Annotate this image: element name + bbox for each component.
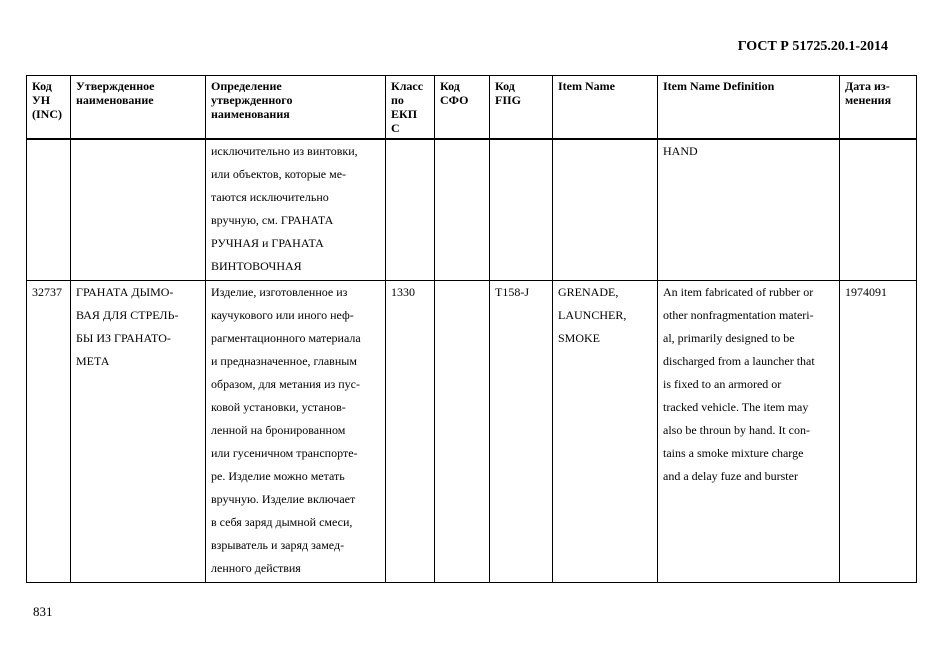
col-item-definition-header bbox=[658, 76, 840, 140]
cell-line: An item fabricated of rubber or bbox=[663, 285, 814, 299]
col-sfo-header bbox=[435, 76, 490, 140]
col-class-header bbox=[386, 76, 435, 140]
inc-cell bbox=[27, 139, 71, 281]
cell-line: SMOKE bbox=[558, 331, 601, 345]
fiig-cell: T158-J bbox=[490, 281, 553, 583]
header-line: Item Name Definition bbox=[663, 79, 775, 93]
header-line: (INC) bbox=[32, 107, 62, 121]
header-line: Код bbox=[32, 79, 52, 93]
col-fiig-header bbox=[490, 76, 553, 140]
sfo-cell bbox=[435, 281, 490, 583]
header-line: Утвержденное bbox=[76, 79, 155, 93]
cell-line: discharged from a launcher that bbox=[663, 354, 815, 368]
cell-line: ВАЯ ДЛЯ СТРЕЛЬ- bbox=[76, 308, 179, 322]
sfo-cell bbox=[435, 139, 490, 281]
approved-name-cell bbox=[71, 281, 206, 583]
col-approved-name-header bbox=[71, 76, 206, 140]
cell-line: and a delay fuze and burster bbox=[663, 469, 798, 483]
catalog-table bbox=[26, 75, 917, 583]
header-line: Item Name bbox=[558, 79, 615, 93]
header-line: УН bbox=[32, 93, 51, 107]
cell-line: LAUNCHER, bbox=[558, 308, 627, 322]
date-cell: 1974091 bbox=[840, 281, 917, 583]
cell-line: каучукового или иного неф- bbox=[211, 308, 354, 322]
cell-line: tracked vehicle. The item may bbox=[663, 400, 809, 414]
cell-line: HAND bbox=[663, 144, 698, 158]
cell-line: is fixed to an armored or bbox=[663, 377, 782, 391]
col-definition-header bbox=[206, 76, 386, 140]
cell-line: ковой установки, установ- bbox=[211, 400, 346, 414]
cell-line: ре. Изделие можно метать bbox=[211, 469, 345, 483]
header-line: Дата из- bbox=[845, 79, 890, 93]
inc-cell: 32737 bbox=[27, 281, 71, 583]
cell-line: в себя заряд дымной смеси, bbox=[211, 515, 353, 529]
header-line: менения bbox=[845, 93, 892, 107]
table-header-row bbox=[27, 76, 917, 140]
item-definition-cell bbox=[658, 281, 840, 583]
cell-line: или гусеничном транспорте- bbox=[211, 446, 358, 460]
item-name-cell bbox=[553, 281, 658, 583]
cell-line: или объектов, которые ме- bbox=[211, 167, 347, 181]
approved-name-cell bbox=[71, 139, 206, 281]
header-line: Класс bbox=[391, 79, 424, 93]
item-name-cell bbox=[553, 139, 658, 281]
cell-line: ленной на бронированном bbox=[211, 423, 346, 437]
definition-cell bbox=[206, 281, 386, 583]
header-line: ЕКП bbox=[391, 107, 418, 121]
header-line: по bbox=[391, 93, 404, 107]
header-line: FIIG bbox=[495, 93, 522, 107]
cell-line: РУЧНАЯ и ГРАНАТА bbox=[211, 236, 324, 250]
cell-line: рагментационного материала bbox=[211, 331, 361, 345]
cell-line: исключительно из винтовки, bbox=[211, 144, 358, 158]
header-line: С bbox=[391, 121, 400, 135]
cell-line: GRENADE, bbox=[558, 285, 619, 299]
cell-line: МЕТА bbox=[76, 354, 110, 368]
class-cell bbox=[386, 139, 435, 281]
item-definition-cell bbox=[658, 139, 840, 281]
cell-line: ленного действия bbox=[211, 561, 301, 575]
table-row bbox=[27, 281, 917, 583]
cell-line: tains a smoke mixture charge bbox=[663, 446, 804, 460]
cell-line: и предназначенное, главным bbox=[211, 354, 357, 368]
cell-line: взрыватель и заряд замед- bbox=[211, 538, 345, 552]
cell-line: вручную. Изделие включает bbox=[211, 492, 356, 506]
header-line: СФО bbox=[440, 93, 469, 107]
cell-line: Изделие, изготовленное из bbox=[211, 285, 348, 299]
header-line: Код bbox=[440, 79, 460, 93]
header-line: Определение bbox=[211, 79, 282, 93]
header-line: наименования bbox=[211, 107, 290, 121]
cell-line: образом, для метания из пус- bbox=[211, 377, 360, 391]
cell-line: other nonfragmentation materi- bbox=[663, 308, 814, 322]
col-item-name-header bbox=[553, 76, 658, 140]
col-date-header bbox=[840, 76, 917, 140]
cell-line: al, primarily designed to be bbox=[663, 331, 795, 345]
date-cell bbox=[840, 139, 917, 281]
col-inc-header bbox=[27, 76, 71, 140]
header-line: Код bbox=[495, 79, 515, 93]
cell-line: ВИНТОВОЧНАЯ bbox=[211, 259, 302, 273]
cell-line: БЫ ИЗ ГРАНАТО- bbox=[76, 331, 171, 345]
header-line: утвержденного bbox=[211, 93, 293, 107]
document-code: ГОСТ Р 51725.20.1-2014 bbox=[737, 39, 888, 54]
cell-line: таются исключительно bbox=[211, 190, 329, 204]
cell-line: вручную, см. ГРАНАТА bbox=[211, 213, 334, 227]
fiig-cell bbox=[490, 139, 553, 281]
header-line: наименование bbox=[76, 93, 154, 107]
class-cell: 1330 bbox=[386, 281, 435, 583]
table-row bbox=[27, 139, 917, 281]
cell-line: ГРАНАТА ДЫМО- bbox=[76, 285, 174, 299]
cell-line: also be throun by hand. It con- bbox=[663, 423, 810, 437]
page-number: 831 bbox=[33, 604, 53, 619]
definition-cell bbox=[206, 139, 386, 281]
